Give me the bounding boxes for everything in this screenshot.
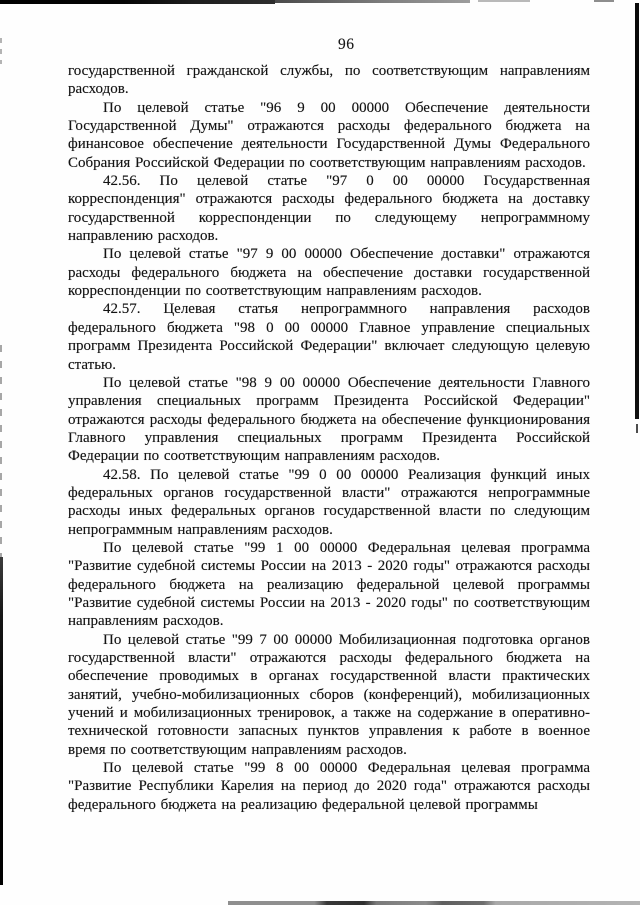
scan-artifact-top-bar <box>0 0 275 4</box>
paragraph: По целевой статье "99 7 00 00000 Мобилизационная подготовка органов государственной власти" отражаются расходы федерального бюджета на обеспечение проводимых в органах государственной власти практических занятий, учебно-мобилизационных сборов (конференций), мобилизационных учений и мобилизационных тренировок, а также на содержание в оперативно-технической готовности запасных пунктов управления к работе в военное время по соответствующим направлениям расходов. <box>68 631 590 758</box>
paragraph: 42.57. Целевая статья непрограммного направления расходов федерального бюджета "98 0 00 00000 Главное управление специальных программ Президента Российской Федерации" включает следующую целевую статью. <box>68 301 590 373</box>
scan-artifact-top-bar-fade <box>275 0 470 3</box>
scan-artifact-top-right-dash <box>594 0 614 2</box>
scan-artifact-right-line-tail <box>636 424 638 433</box>
scan-artifact-left-line <box>0 557 3 885</box>
scan-artifact-right-line <box>635 3 639 419</box>
scan-artifact-left-dashes-top <box>0 38 2 64</box>
paragraph: По целевой статье "98 9 00 00000 Обеспечение деятельности Главного управления специальных программ Президента Российской Федерации" отражаются расходы федерального бюджета на обеспечение функционирования Главного управления специальных программ Президента Российской Федерации по соответствующим направлениям расходов. <box>68 374 590 465</box>
scan-artifact-bottom-bar <box>228 901 640 905</box>
paragraph: По целевой статье "99 8 00 00000 Федеральная целевая программа "Развитие Республики Карелия на период до 2020 года" отражаются расходы федерального бюджета на реализацию федеральной целевой программы <box>68 760 590 813</box>
scan-artifact-left-dashes <box>0 345 2 557</box>
page-number: 96 <box>338 36 355 53</box>
paragraph: государственной гражданской службы, по соответствующим направлениям расходов. <box>68 63 590 98</box>
document-body <box>68 62 590 814</box>
paragraph: 42.56. По целевой статье "97 0 00 00000 Государственная корреспонденция" отражаются расходы федерального бюджета на доставку государственной корреспонденции по следующему непрограммному направлению расходов. <box>68 173 590 245</box>
paragraph: По целевой статье "96 9 00 00000 Обеспечение деятельности Государственной Думы" отражаются расходы федерального бюджета на финансовое обеспечение деятельности Государственной Думы Федерального Собрания Российской Федерации по соответствующим направлениям расходов. <box>68 99 590 171</box>
scan-artifact-top-bar-light <box>478 0 530 2</box>
paragraph: 42.58. По целевой статье "99 0 00 00000 Реализация функций иных федеральных органов государственной власти" отражаются непрограммные расходы иных федеральных органов государственной власти по следующим непрограммным направлениям расходов. <box>68 466 590 538</box>
paragraph: По целевой статье "99 1 00 00000 Федеральная целевая программа "Развитие судебной системы России на 2013 - 2020 годы" отражаются расходы федерального бюджета на реализацию федеральной целевой программы "Развитие судебной системы России на 2013 - 2020 годы" по соответствующим направлениям расходов. <box>68 539 590 630</box>
paragraph: По целевой статье "97 9 00 00000 Обеспечение доставки" отражаются расходы федерального бюджета на обеспечение доставки государственной корреспонденции по соответствующим направлениям расходов. <box>68 246 590 300</box>
